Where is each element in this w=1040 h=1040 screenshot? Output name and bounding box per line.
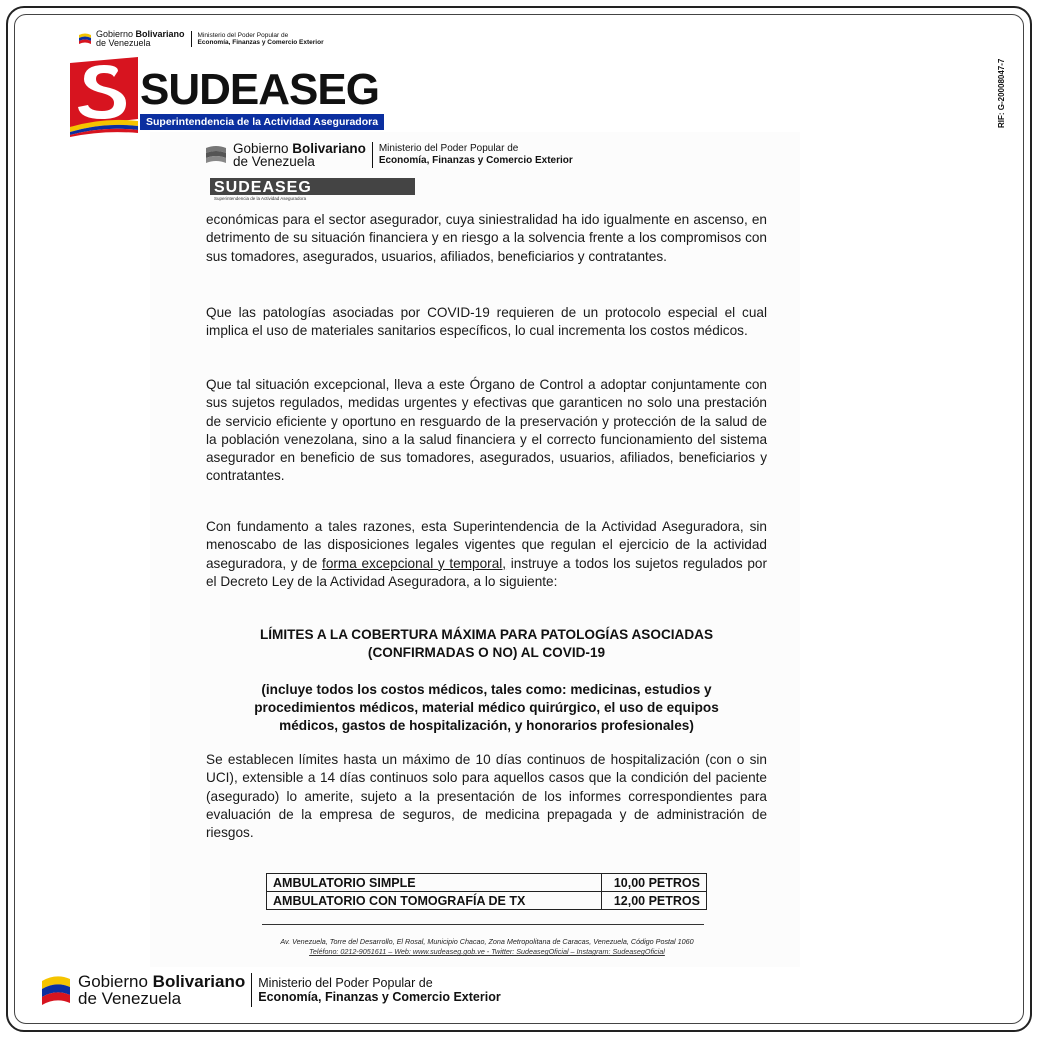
footer-contact: Teléfono: 0212-9051611 – Web: www.sudeaseg.gob.ve - Twitter: SudeasegOficial – Instagram: SudeasegOficial	[309, 947, 665, 956]
brand-tagline: Superintendencia de la Actividad Aseguradora	[140, 114, 384, 130]
venezuela-flag-icon	[78, 33, 92, 45]
footer-address: Av. Venezuela, Torre del Desarrollo, El Rosal, Municipio Chacao, Zona Metropolitana de Caracas, Venezuela, Código Postal 1060	[280, 937, 694, 946]
paragraph: Que las patologías asociadas por COVID-19 requieren de un protocolo especial el cual implica el uso de materiales sanitarios específicos, lo cual incrementa los costos médicos.	[206, 305, 767, 339]
venezuela-flag-icon	[205, 144, 227, 166]
venezuela-flag-icon	[40, 973, 72, 1007]
gov-name: Gobierno Bolivariano de Venezuela	[96, 29, 185, 48]
table-cell-item: AMBULATORIO CON TOMOGRAFÍA DE TX	[267, 892, 602, 910]
svg-text:RIF: G-20008047-7: RIF: G-20008047-7	[997, 58, 1006, 128]
section-heading: LÍMITES A LA COBERTURA MÁXIMA PARA PATOLOGÍAS ASOCIADAS (CONFIRMADAS O NO) AL COVID-19	[259, 627, 714, 660]
paragraph: Que tal situación excepcional, lleva a este Órgano de Control a adoptar conjuntamente con sus sujetos regulados, medidas urgentes y efectivas que garanticen no solo una prestación de servicio eficiente y oportuno en resguardo de la preservación y protección de la salud de la población venezolana, sino a la salud financiera y el correcto funcionamiento del sistema asegurador en beneficio de sus tomadores, asegurados, usuarios, afiliados, beneficiarios y contratantes.	[206, 377, 767, 484]
paragraph-instruction: Con fundamento a tales razones, esta Superintendencia de la Actividad Aseguradora, sin menoscabo de las disposiciones legales vigentes que regulan el ejercicio de la actividad aseguradora, y de forma excepcional y temporal, instruye a todos los sujetos regulados por el Decreto Ley de la Actividad Aseguradora, a lo siguiente:	[206, 519, 767, 589]
ministry-name: Ministerio del Poder Popular de Economía, Finanzas y Comercio Exterior	[197, 32, 324, 46]
table-row	[267, 874, 707, 892]
table-cell-amount: 10,00 PETROS	[602, 874, 707, 892]
svg-text:SUDEASEG: SUDEASEG	[214, 179, 312, 196]
doc-gov-header	[205, 142, 573, 168]
table-cell-amount: 12,00 PETROS	[602, 892, 707, 910]
gov-header-small	[78, 30, 324, 48]
footer-divider	[262, 924, 704, 925]
section-subheading: (incluye todos los costos médicos, tales como: medicinas, estudios y procedimientos médicos, material médico quirúrgico, el uso de equipos médicos, gastos de hospitalización, y honorarios profesionales)	[254, 682, 719, 733]
sudeaseg-logo-icon	[68, 55, 140, 137]
paragraph: Se establecen límites hasta un máximo de 10 días continuos de hospitalización (con o sin UCI), extensible a 14 días continuos solo para aquellos casos que la condición del paciente (asegurado) lo amerite, sujeto a la presentación de los informes correspondientes para evaluación de la empresa de seguros, de medicina prepagada y de administración de riesgos.	[206, 752, 767, 841]
brand-name: SUDEASEG	[140, 65, 379, 114]
coverage-table	[266, 873, 707, 910]
svg-text:Superintendencia de la Activid: Superintendencia de la Actividad Aseguradora	[214, 196, 307, 201]
doc-gov-name: Gobierno Bolivariano de Venezuela	[233, 141, 366, 169]
divider	[372, 142, 373, 168]
underlined-phrase: forma excepcional y temporal,	[322, 555, 507, 571]
paragraph: económicas para el sector asegurador, cuya siniestralidad ha ido igualmente en ascenso, en detrimento de su situación financiera y en riesgo a la solvencia frente a los compromisos con sus tomadores, asegurados, usuarios, afiliados, beneficiarios y contratantes.	[206, 212, 767, 264]
doc-sudeaseg-logo	[210, 177, 415, 201]
divider	[191, 31, 192, 47]
table-row	[267, 892, 707, 910]
table-cell-item: AMBULATORIO SIMPLE	[267, 874, 602, 892]
divider	[251, 973, 252, 1007]
rif-label	[994, 48, 1008, 128]
gov-name: Gobierno Bolivariano de Venezuela	[78, 972, 246, 1008]
gov-footer	[40, 973, 501, 1007]
ministry-name: Ministerio del Poder Popular de Economía, Finanzas y Comercio Exterior	[258, 976, 501, 1004]
doc-ministry-name: Ministerio del Poder Popular de Economía, Finanzas y Comercio Exterior	[378, 143, 573, 166]
